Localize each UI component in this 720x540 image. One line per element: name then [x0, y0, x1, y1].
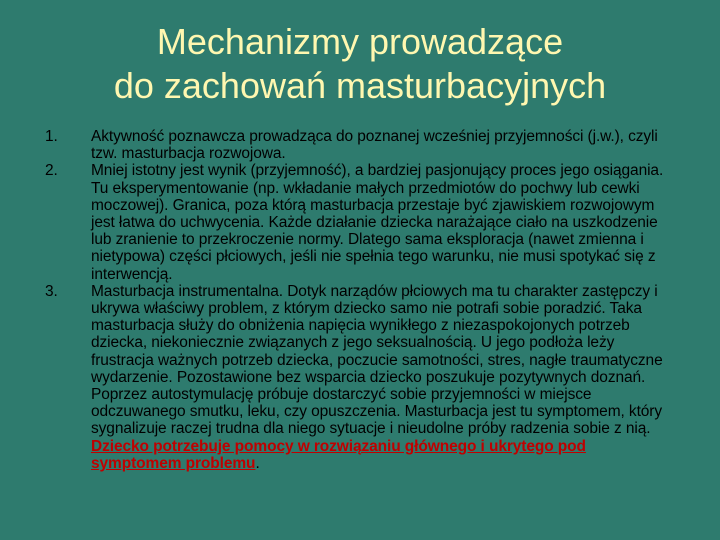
list-item-text: Aktywność poznawcza prowadząca do poznanej wcześniej przyjemności (j.w.), czyli tzw. masturbacja rozwojowa.	[91, 128, 658, 163]
list-item-text: Mniej istotny jest wynik (przyjemność), a bardziej pasjonujący proces jego osiągania. Tu eksperymentowanie (np. wkładanie małych przedmiotów do pochwy lub cewki moczowej). Granica, poza którą masturbacja przestaje być zjawiskiem rozwojowym jest łatwa do uchwycenia. Każde działanie dziecka narażające ciało na uszkodzenie lub zranienie to przekroczenie normy. Dlatego sama eksploracja (nawet zmienna i nietypowa) części płciowych, jeśli nie spełnia tego warunku, nie musi spotykać się z interwencją.	[91, 162, 664, 283]
list-item-number: 1.	[45, 128, 58, 145]
list-item-number: 3.	[45, 282, 58, 300]
slide-title-line-2: do zachowań masturbacyjnych	[113, 65, 607, 106]
highlighted-conclusion: Dziecko potrzebuje pomocy w rozwiązaniu głównego i ukrytego pod symptomem problemu	[91, 437, 586, 472]
list-item-1	[40, 128, 680, 162]
numbered-list	[40, 128, 680, 472]
list-item-3	[40, 283, 680, 472]
list-item-2	[40, 162, 680, 282]
slide-title	[0, 20, 720, 108]
slide-title-line-1: Mechanizmy prowadzące	[156, 21, 564, 62]
list-item-number: 2.	[45, 162, 58, 180]
list-item-tail: .	[255, 454, 260, 472]
list-item-text: Masturbacja instrumentalna. Dotyk narządów płciowych ma tu charakter zastępczy i ukrywa właściwy problem, z którym dziecko samo nie potrafi sobie poradzić. Taka masturbacja służy do obniżenia napięcia wynikłego z niezaspokojonych potrzeb dziecka, niekoniecznie związanych z jego seksualnością. U jego podłoża leży frustracja ważnych potrzeb dziecka, poczucie samotności, stres, nagłe traumatyczne wydarzenie. Pozostawione bez wsparcia dziecko poszukuje pozytywnych doznań. Poprzez autostymulację próbuje dostarczyć sobie przyjemności w miejsce odczuwanego smutku, leku, czy opuszczenia. Masturbacja jest tu symptomem, który sygnalizuje raczej trudna dla niego sytuacje i nieudolne próby radzenia sobie z nią.	[91, 282, 663, 438]
